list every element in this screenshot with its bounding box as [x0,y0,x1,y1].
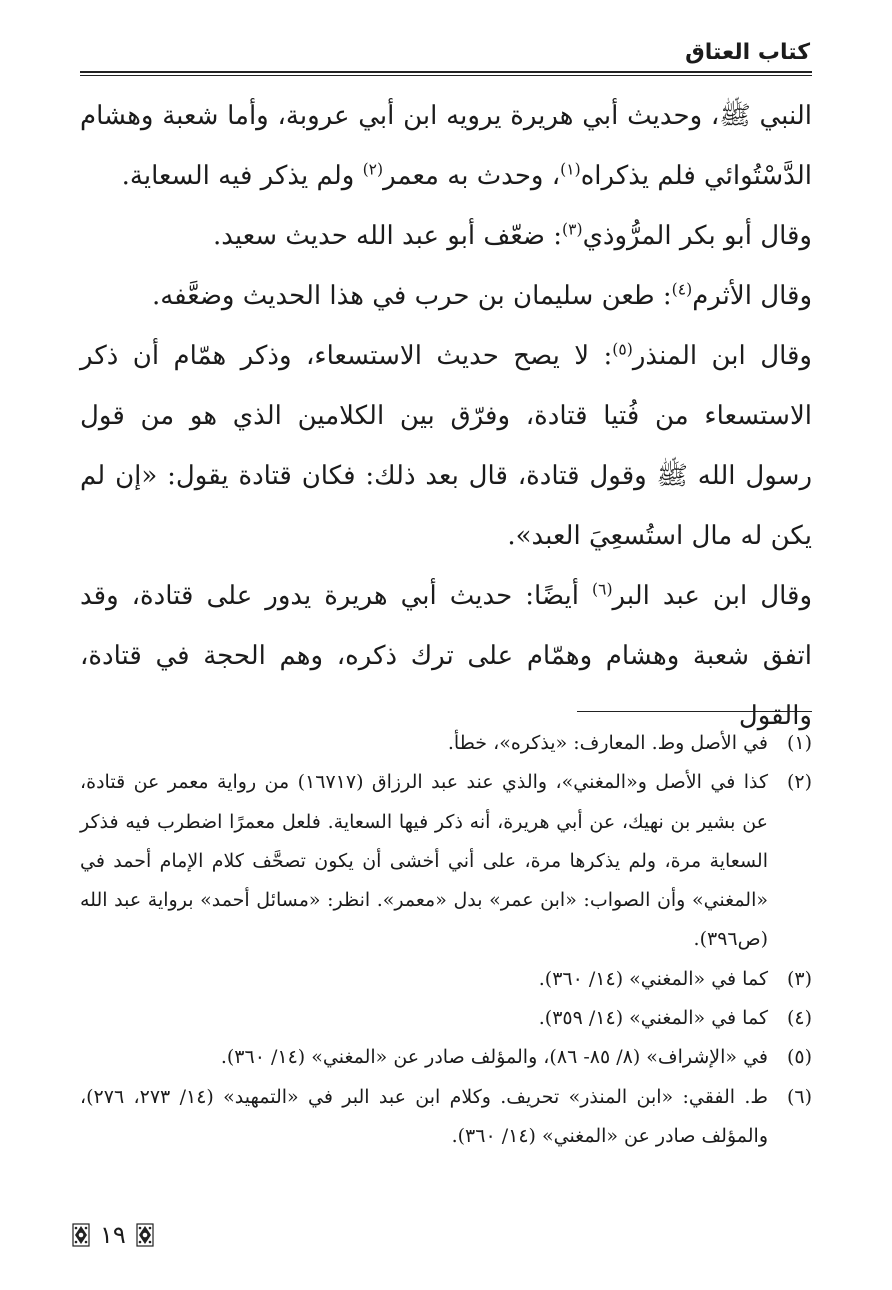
footnote-ref-2: (٢) [362,160,384,179]
footnote-ref-5: (٥) [612,340,633,359]
main-text [80,86,812,746]
footnote-separator [577,711,812,712]
footnote-6 [80,1078,812,1157]
footnote-number: (٢) [786,771,812,794]
footnote-text: كما في «المغني» (١٤/ ٣٥٩). [538,1007,768,1030]
footnote-number: (٦) [786,1085,812,1108]
paragraph-1: النبي ﷺ، وحديث أبي هريرة يرويه ابن أبي عروبة، وأما شعبة وهشام الدَّسْتُوائي فلم يذكراه$^{(١)}$، وحدث به معمر$^{(٢)}$ ولم يذكر فيه السعاية. [80,101,812,191]
footnote-4 [80,999,812,1038]
footnote-ref-6: (٦) [591,580,613,599]
page-folio [72,1220,154,1250]
footnote-number: (٥) [786,1046,812,1069]
footnote-ref-4: (٤) [671,280,693,299]
footnote-text: في الأصل وط. المعارف: «يذكره»، خطأ. [447,732,768,754]
header-rule-thick [80,71,812,73]
header-rule-thin [80,75,812,76]
paragraph-4: وقال ابن المنذر$^{(٥)}$: لا يصح حديث الاستسعاء، وذكر همّام أن ذكر الاستسعاء من فُتيا قتادة، وفرّق بين الكلامين الذي هو من قول رسول الله ﷺ وقول قتادة، قال بعد ذلك: فكان قتادة يقول: «إن لم يكن له مال استُسعِيَ العبد». [80,340,812,551]
footnote-1 [80,724,812,763]
footnote-3 [80,960,812,999]
footnote-ref-3: (٣) [561,220,583,239]
footnote-number: (٤) [786,1007,812,1030]
footnotes [80,724,812,1156]
footnote-2 [80,763,812,959]
footnote-text: كما في «المغني» (١٤/ ٣٦٠). [538,967,768,990]
footnote-text: ط. الفقي: «ابن المنذر» تحريف. وكلام ابن عبد البر في «التمهيد» (١٤/ ٢٧٣، ٢٧٦)، والمؤلف صادر عن «المغني» (١٤/ ٣٦٠). [80,1085,768,1147]
running-head: كتاب العتاق [685,40,810,65]
paragraph-3: وقال الأثرم$^{(٤)}$: طعن سليمان بن حرب في هذا الحديث وضعَّفه. [151,280,812,311]
footnote-text: كذا في الأصل و«المغني»، والذي عند عبد الرزاق (١٦٧١٧) من رواية معمر عن قتادة، عن بشير بن نهيك، عن أبي هريرة، أنه ذكر فيها السعاية. فلعل معمرًا اضطرب فيه فذكر السعاية مرة، ولم يذكرها مرة، على أني أخشى أن يكون تصحَّف كلام الإمام أحمد في «المغني» وأن الصواب: «ابن عمر» بدل «معمر». انظر: «مسائل أحمد» برواية عبد الله (ص٣٩٦). [80,771,768,951]
footnote-ref-1: (١) [560,160,581,179]
page-number: ١٩ [100,1221,126,1249]
footnote-number: (٣) [786,967,812,990]
footnote-5 [80,1038,812,1077]
footnote-text: في «الإشراف» (٨/ ٨٥- ٨٦)، والمؤلف صادر عن «المغني» (١٤/ ٣٦٠). [220,1046,768,1069]
floral-ornament-icon [72,1223,90,1247]
footnote-number: (١) [786,732,812,754]
paragraph-2: وقال أبو بكر المرُّوذي$^{(٣)}$: ضعّف أبو عبد الله حديث سعيد. [212,220,812,251]
floral-ornament-icon [136,1223,154,1247]
paragraph-5: وقال ابن عبد البر$^{(٦)}$ أيضًا: حديث أبي هريرة يدور على قتادة، وقد اتفق شعبة وهشام وهمّام على ترك ذكره، وهم الحجة في قتادة، والقول [80,580,813,731]
